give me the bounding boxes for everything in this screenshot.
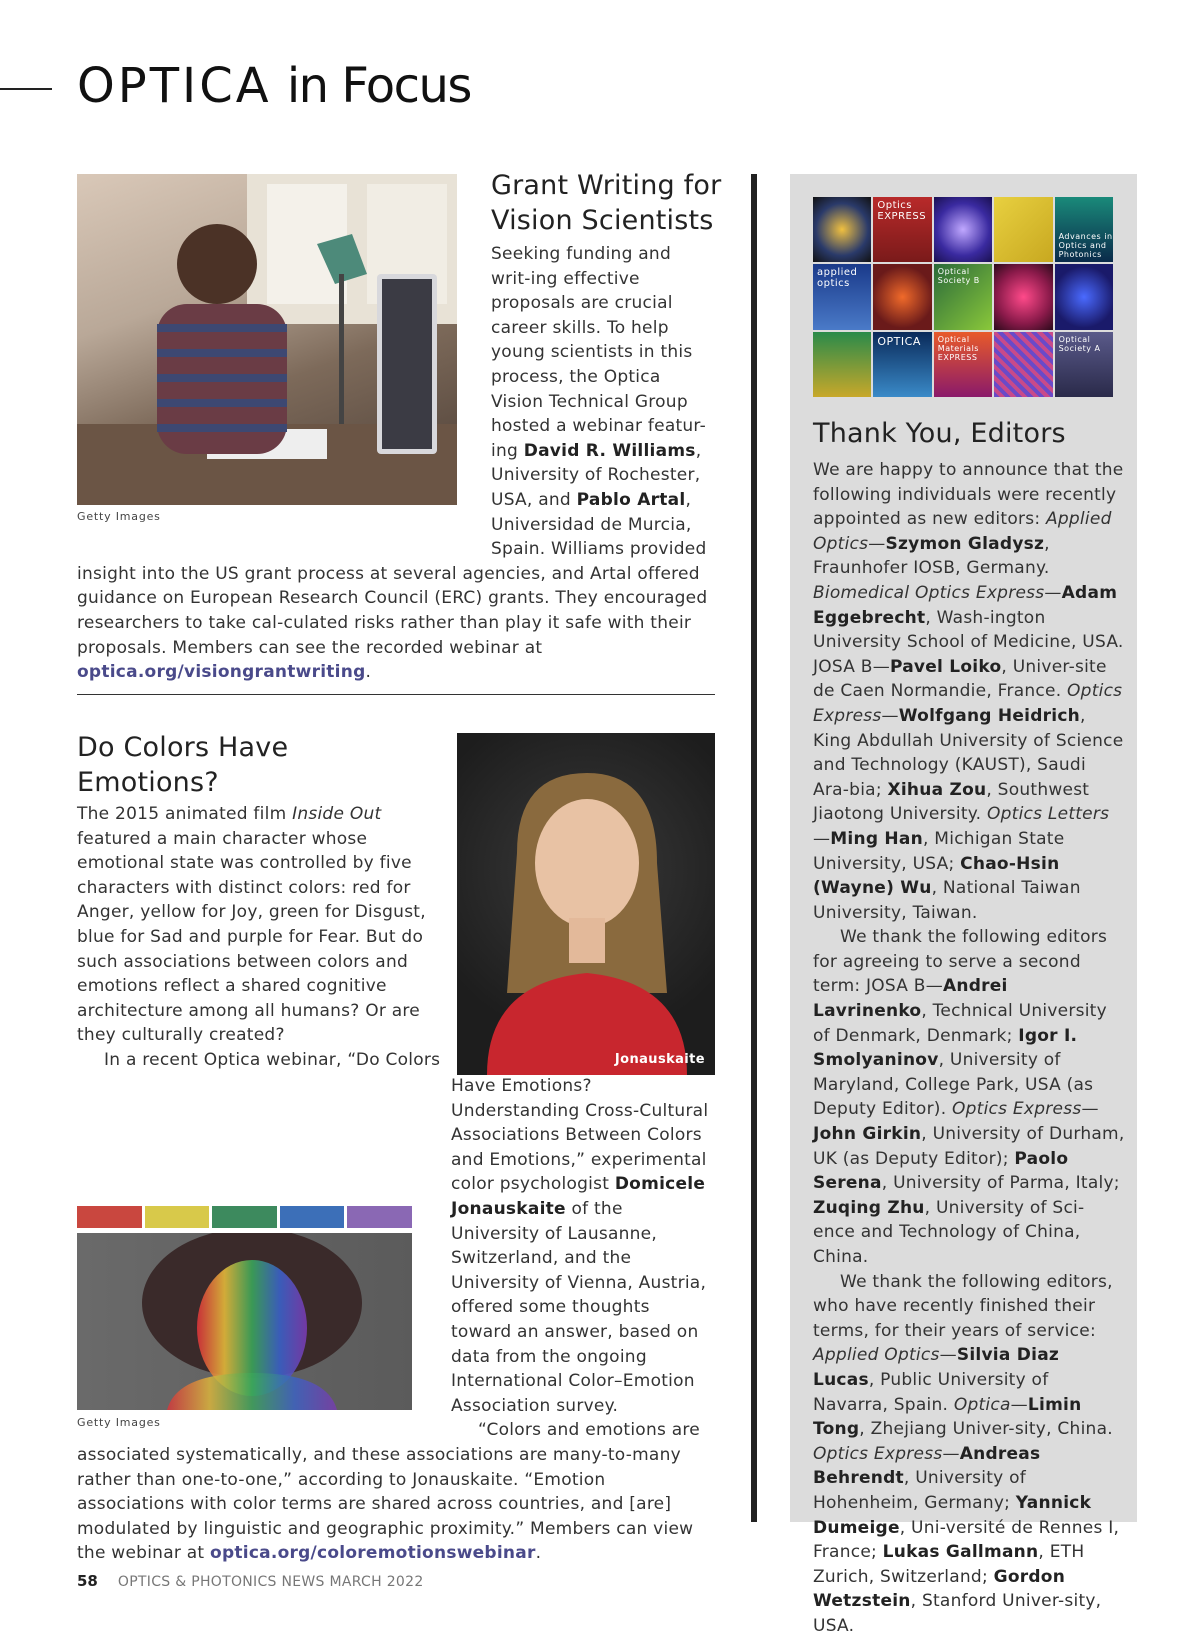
article1-title-line1: Grant Writing for: [491, 170, 722, 201]
editors-list-renewed: JOSA B—Andrei Lavrinenko, Technical University of Denmark, Denmark; Igor I. Smolyaninov, University of Maryland, College Park, USA (as Deputy Editor). Optics Express—John Girkin, University of Durham, UK (as Deputy Editor); Paolo Serena, University of Parma, Italy; Zuqing Zhu, University of Sci-ence and Technology of China, China.: [813, 976, 1125, 1267]
sidebar-paragraph-1: We are happy to announce that the following individuals were recently appointed as new editors: Applied Optics—Szymon Gladysz, Fraunhofer IOSB, Germany. Biomedical Optics Express—Adam Eggebrecht, Wash-ington University School of Medicine, USA. JOSA B—Pavel Loiko, Univer-site de Caen Normandie, France. Optics Express—Wolfgang Heidrich, King Abdullah University of Science and Technology (KAUST), Saudi Ara-bia; Xihua Zou, Southwest Jiaotong University. Optics Letters—Ming Han, Michigan State University, USA; Chao-Hsin (Wayne) Wu, National Taiwan University, Taiwan.: [813, 460, 1124, 923]
cover-tile-3: [934, 197, 992, 262]
column-divider: [751, 174, 757, 1522]
author-artal: Pablo Artal: [576, 489, 686, 510]
article2-paragraph-3: “Colors and emotions are associated systematically, and these associations are many-to-many rather than one-to-one,” according to Jonauskaite. “Emotion associations with color terms are shared across countries, and [are] modulated by linguistic and geographic proximity.” Members can view the webinar at optica.org/coloremotionswebinar.: [77, 1420, 700, 1564]
article2-title-line2: Emotions?: [77, 767, 219, 798]
cover-tile-4: [994, 197, 1052, 262]
sidebar-body: [813, 458, 1126, 1639]
cover-tile-11: [813, 332, 871, 397]
editors-list-finished: Applied Optics—Silvia Diaz Lucas, Public University of Navarra, Spain. Optica—Limin Tong, Zhejiang Univer-sity, China. Optics Express—Andreas Behrendt, University of Hohenheim, Germany; Yannick Dumeige, Uni-versité de Rennes I, France; Lukas Gallmann, ETH Zurich, Switzerland; Gordon Wetzstein, Stanford Univer-sity, USA.: [813, 1345, 1120, 1636]
page-number: 58: [77, 1572, 98, 1590]
film-title: Inside Out: [292, 804, 382, 824]
journal-covers-mosaic: [813, 197, 1113, 397]
cover-optics-express: Optics EXPRESS: [873, 197, 931, 262]
cover-tile-9: [994, 264, 1052, 329]
cover-josa-a: Optical Society A: [1055, 332, 1113, 397]
sidebar-paragraph-3: We thank the following editors, who have recently finished their terms, for their years of service: Applied Optics—Silvia Diaz Lucas, Public University of Navarra, Spain. Optica—Limin Tong, Zhejiang Univer-sity, China. Optics Express—Andreas Behrendt, University of Hohenheim, Germany; Yannick Dumeige, Uni-versité de Rennes I, France; Lukas Gallmann, ETH Zurich, Switzerland; Gordon Wetzstein, Stanford Univer-sity, USA.: [813, 1271, 1120, 1636]
magazine-issue: OPTICS & PHOTONICS NEWS MARCH 2022: [117, 1574, 424, 1590]
portrait-credit: Jonauskaite: [614, 1052, 705, 1067]
cover-aop: Advances in Optics and Photonics: [1055, 197, 1113, 262]
sidebar-title: Thank You, Editors: [813, 418, 1066, 449]
cover-optica: OPTICA: [873, 332, 931, 397]
section-divider: [77, 694, 715, 695]
photo-credit-2: Getty Images: [77, 1416, 161, 1429]
portrait-float-spacer: [451, 802, 715, 1074]
article2-paragraph-2: In a recent Optica webinar, “Do Colors Have Emotions? Understanding Cross-Cultural Associations Between Colors and Emotions,” experimental color psychologist Domicele Jonauskaite of the University of Lausanne, Switzerland, and the University of Vienna, Austria, offered some thoughts toward an answer, based on data from the ongoing International Color–Emotion Association survey.: [104, 1049, 709, 1416]
author-williams: David R. Williams: [523, 440, 696, 461]
cover-tile-10: [1055, 264, 1113, 329]
cover-tile-7: [873, 264, 931, 329]
article2-paragraph-1: The 2015 animated film Inside Out featured a main character whose emotional state was controlled by five characters with distinct colors: red for Anger, yellow for Joy, green for Disgust, blue for Sad and purple for Fear. But do such associations between colors and emotions reflect a shared cognitive architecture among all humans? Or are they culturally created?: [77, 804, 426, 1046]
article2-title-line1: Do Colors Have: [77, 732, 289, 763]
article1-paragraph: Seeking funding and writ-ing effective proposals are crucial career skills. To help young scientists in this process, the Optica Vision Technical Group hosted a webinar featur-ing David R. Williams, University of Rochester, USA, and Pablo Artal, Universidad de Murcia, Spain. Williams provided insight into the US grant process at several agencies, and Artal offered guidance on European Research Council (ERC) grants. They encouraged researchers to take cal-culated risks rather than play it safe with their proposals. Members can see the recorded webinar at optica.org/visiongrantwriting.: [77, 244, 708, 683]
cover-optical-materials-express: Optical Materials EXPRESS: [934, 332, 992, 397]
cover-applied-optics: applied optics: [813, 264, 871, 329]
masthead: [77, 58, 471, 114]
header-rule: [0, 88, 52, 90]
page-footer: [77, 1572, 424, 1590]
cover-josa-b: Optical Society B: [934, 264, 992, 329]
article1-title-line2: Vision Scientists: [491, 205, 714, 236]
author-jonauskaite: Domicele Jonauskaite: [451, 1174, 706, 1219]
coloremotionswebinar-link[interactable]: optica.org/coloremotionswebinar: [210, 1543, 536, 1564]
photo-float-spacer: [77, 242, 491, 542]
article1-body: [77, 242, 715, 685]
cover-tile-14: [994, 332, 1052, 397]
cover-tile-1: [813, 197, 871, 262]
article1-heading: [491, 168, 731, 238]
photo-credit: Getty Images: [77, 510, 161, 523]
masthead-title: in Focus: [286, 58, 471, 114]
image-float-spacer: [77, 1136, 451, 1436]
article2-body: [77, 802, 715, 1566]
optica-logo: OPTICA: [77, 58, 272, 114]
editors-list-new: Applied Optics—Szymon Gladysz, Fraunhofer IOSB, Germany. Biomedical Optics Express—Adam Eggebrecht, Wash-ington University School of Medicine, USA. JOSA B—Pavel Loiko, Univer-site de Caen Normandie, France. Optics Express—Wolfgang Heidrich, King Abdullah University of Science and Technology (KAUST), Saudi Ara-bia; Xihua Zou, Southwest Jiaotong University. Optics Letters—Ming Han, Michigan State University, USA; Chao-Hsin (Wayne) Wu, National Taiwan University, Taiwan.: [813, 509, 1124, 923]
visiongrantwriting-link[interactable]: optica.org/visiongrantwriting: [77, 662, 366, 683]
sidebar-paragraph-2: We thank the following editors for agreeing to serve a second term: JOSA B—Andrei Lavrinenko, Technical University of Denmark, Denmark; Igor I. Smolyaninov, University of Maryland, College Park, USA (as Deputy Editor). Optics Express—John Girkin, University of Durham, UK (as Deputy Editor); Paolo Serena, University of Parma, Italy; Zuqing Zhu, University of Sci-ence and Technology of China, China.: [813, 927, 1125, 1267]
article2-heading: [77, 730, 447, 800]
